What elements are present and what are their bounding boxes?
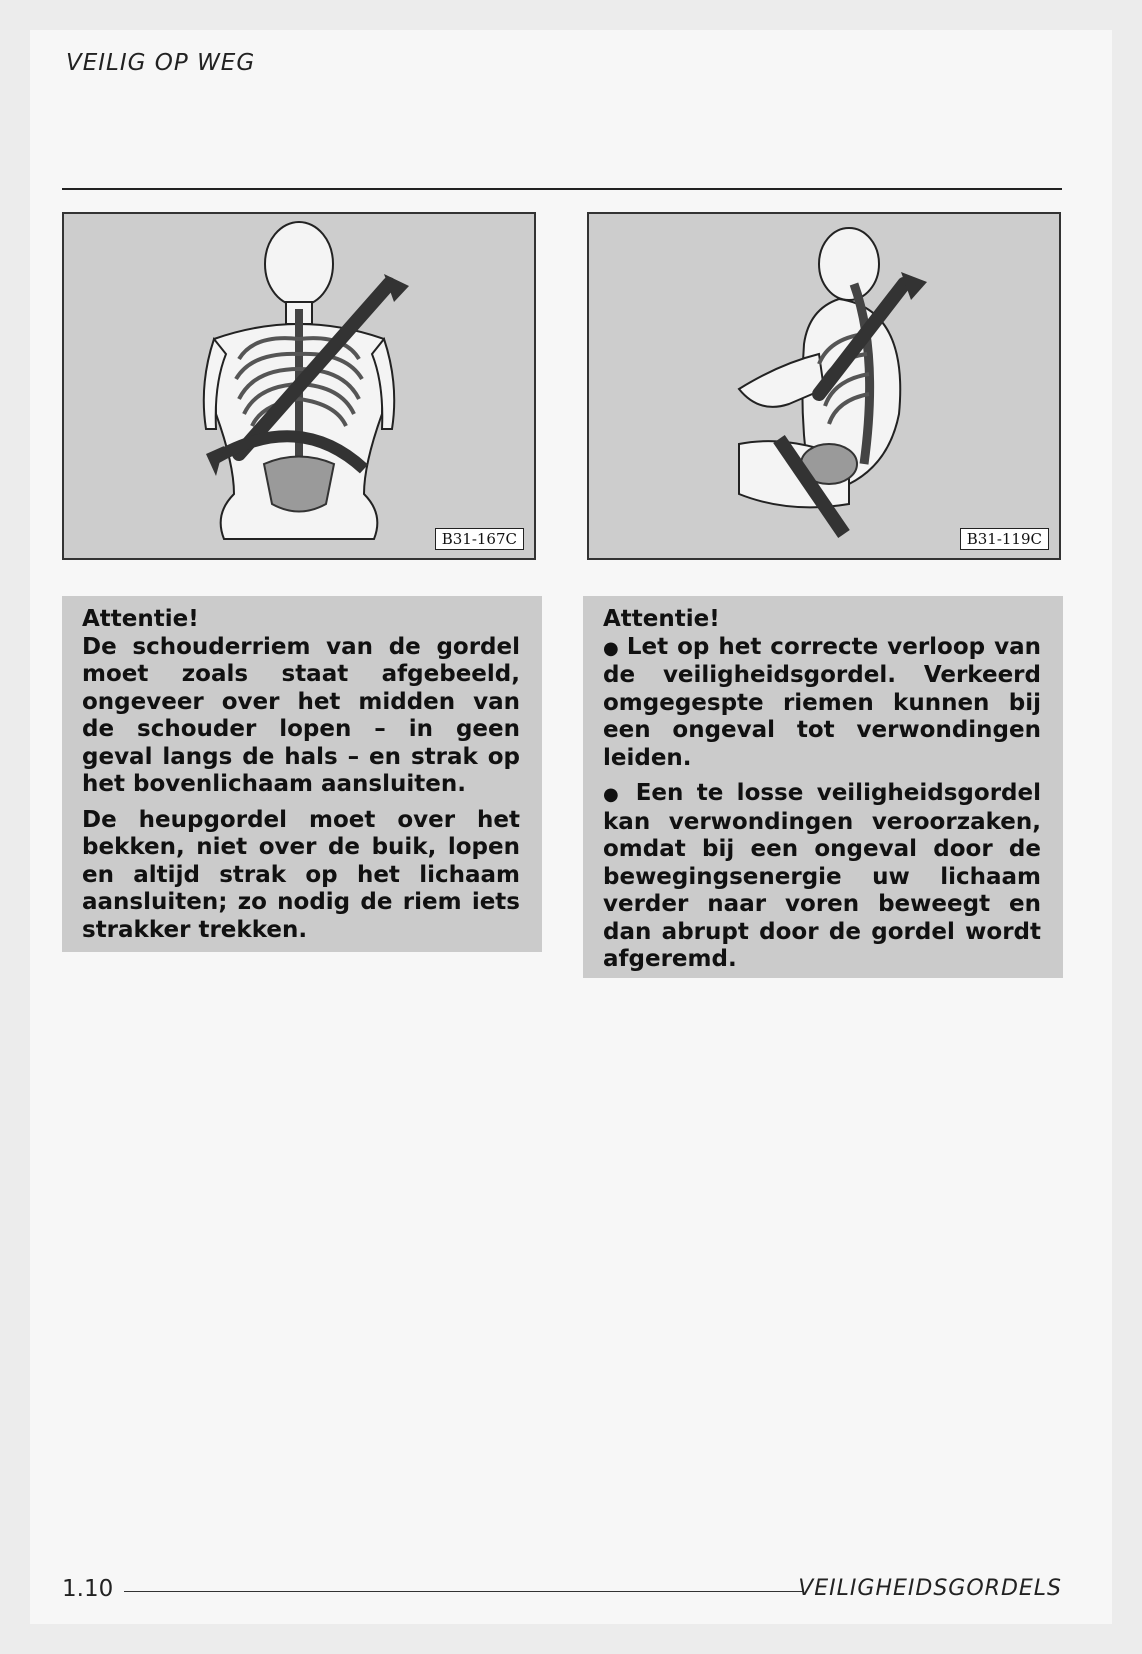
page-number: 1.10 — [62, 1576, 114, 1602]
warning-title: Attentie! — [82, 606, 199, 632]
warning-bullet-item: ● Let op het correcte verloop van de veiligheidsgordel. Verkeerd omgegespte riemen kunnen bij een ongeval tot verwondingen leiden. — [603, 634, 1041, 773]
footer-divider — [124, 1591, 804, 1592]
header-divider — [62, 188, 1062, 190]
figure-back-view — [62, 212, 536, 560]
back-view-skeleton-icon — [64, 214, 534, 558]
figure-code-label: B31-167C — [435, 528, 524, 550]
warning-paragraph: De schouderriem van de gordel moet zoals staat afgebeeld, ongeveer over het midden van de schouder lopen – in geen geval langs de hals – en strak op het bovenlichaam aansluiten. — [82, 633, 520, 797]
warning-box-right — [583, 596, 1063, 978]
side-view-skeleton-icon — [589, 214, 1059, 558]
warning-title: Attentie! — [603, 606, 720, 632]
figure-side-view — [587, 212, 1061, 560]
page-header-title: VEILIG OP WEG — [66, 50, 256, 76]
footer-section-title: VEILIGHEIDSGORDELS — [798, 1576, 1062, 1601]
warning-bullet-item: ● Een te losse veiligheidsgordel kan verwondingen veroorzaken, omdat bij een ongeval door de bewegingsenergie uw lichaam verder naar voren beweegt en dan abrupt door de gordel wordt afgeremd. — [603, 780, 1041, 974]
figure-code-label: B31-119C — [960, 528, 1049, 550]
warning-box-left — [62, 596, 542, 952]
warning-paragraph: De heupgordel moet over het bekken, niet over de buik, lopen en altijd strak op het lichaam aansluiten; zo nodig de riem iets strakker trekken. — [82, 806, 520, 943]
